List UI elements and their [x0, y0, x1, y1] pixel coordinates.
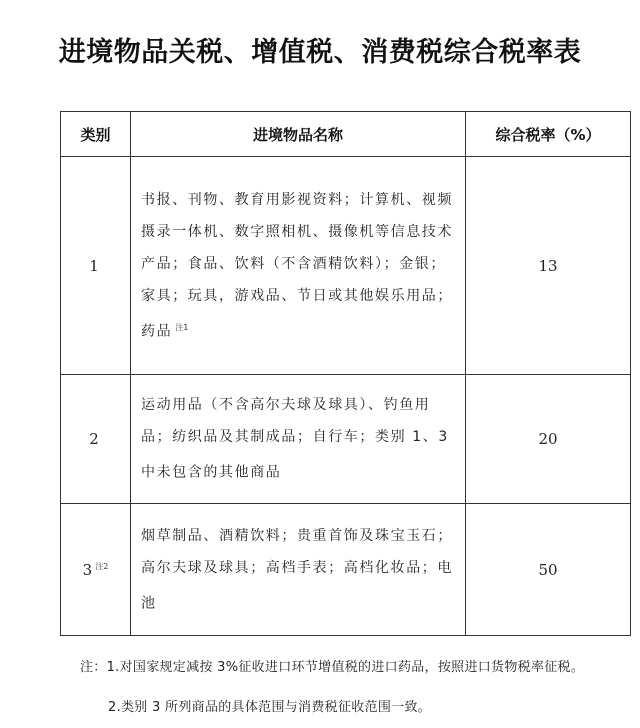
header-category: 类别: [61, 112, 131, 157]
goods-cell: [131, 157, 466, 375]
table-row: [61, 504, 631, 636]
category-note-mark: 注2: [95, 561, 109, 571]
table-header-row: [61, 112, 631, 157]
goods-text: 烟草制品、酒精饮料；贵重首饰及珠宝玉石；高尔夫球及球具；高档手表；高档化妆品；电池: [141, 527, 453, 612]
goods-cell: [131, 504, 466, 636]
category-cell: [61, 504, 131, 636]
tax-rate-table: [60, 111, 631, 636]
footnote-1: 注：1.对国家规定减按 3%征收进口环节增值税的进口药品，按照进口货物税率征税。: [80, 660, 585, 675]
document-title: 进境物品关税、增值税、消费税综合税率表: [58, 37, 582, 68]
header-goods-name: 进境物品名称: [131, 112, 466, 157]
footnote-2: 2.类别 3 所列商品的具体范围与消费税征收范围一致。: [108, 700, 432, 715]
rate-cell: 50: [466, 504, 631, 636]
goods-cell: [131, 375, 466, 504]
category-value: 3: [82, 560, 93, 579]
table-row: [61, 157, 631, 375]
category-cell: [61, 375, 131, 504]
rate-cell: 13: [466, 157, 631, 375]
header-composite-rate: 综合税率（%）: [466, 112, 631, 157]
category-value: 1: [89, 256, 99, 275]
goods-text: 书报、刊物、教育用影视资料；计算机、视频摄录一体机、数字照相机、摄像机等信息技术产品；食品、饮料（不含酒精饮料）；金银；家具；玩具，游戏品、节日或其他娱乐用品；药品: [141, 191, 453, 340]
category-cell: [61, 157, 131, 375]
rate-cell: 20: [466, 375, 631, 504]
category-value: 2: [89, 430, 99, 448]
table-row: [61, 375, 631, 504]
goods-note-mark: 注1: [175, 322, 189, 332]
goods-text: 运动用品（不含高尔夫球及球具）、钓鱼用品；纺织品及其制成品；自行车；类别 1、3 中未包含的其他商品: [141, 397, 449, 481]
